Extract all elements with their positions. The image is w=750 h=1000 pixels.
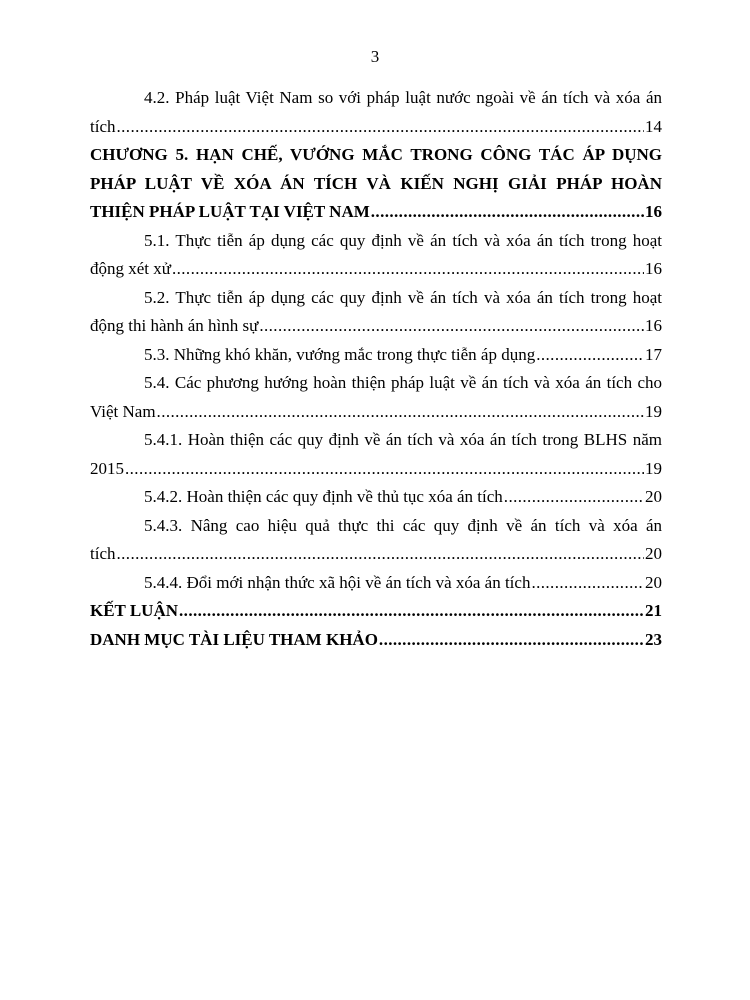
toc-entry-text-continued: động xét xử bbox=[90, 259, 171, 278]
toc-entry-text: 5.3. Những khó khăn, vướng mắc trong thực tiễn áp dụng bbox=[144, 344, 536, 364]
toc-entry-text-continued: Việt Nam bbox=[90, 401, 156, 421]
toc-entry-references[interactable] bbox=[90, 626, 662, 655]
dot-leader bbox=[379, 626, 644, 655]
toc-entry-text-continued: 2015 bbox=[90, 458, 124, 478]
toc-entry-text: 5.4.4. Đổi mới nhận thức xã hội về án tích và xóa án tích bbox=[144, 572, 531, 592]
toc-page-number: 21 bbox=[645, 601, 662, 620]
toc-page-number: 16 bbox=[645, 202, 662, 221]
toc-entry-5-4-2[interactable] bbox=[90, 483, 662, 512]
toc-entry-text: DANH MỤC TÀI LIỆU THAM KHẢO bbox=[90, 629, 378, 649]
toc-entry-5-4[interactable] bbox=[90, 369, 662, 426]
toc-entry-conclusion[interactable] bbox=[90, 597, 662, 626]
toc-entry-5-1[interactable] bbox=[90, 227, 662, 284]
toc-entry-chapter-5[interactable] bbox=[90, 141, 662, 227]
toc-page-number: 14 bbox=[645, 116, 662, 136]
toc-page-number: 20 bbox=[645, 487, 662, 506]
dot-leader bbox=[117, 113, 645, 142]
toc-entry-5-4-3[interactable] bbox=[90, 512, 662, 569]
toc-entry-text-continued: tích bbox=[90, 116, 116, 136]
toc-entry-text: 5.2. Thực tiễn áp dụng các quy định về án tích và xóa án tích trong hoạt bbox=[144, 287, 662, 307]
dot-leader bbox=[531, 569, 644, 598]
dot-leader bbox=[125, 455, 644, 484]
toc-entry-text: CHƯƠNG 5. HẠN CHẾ, VƯỚNG MẮC TRONG CÔNG TÁC ÁP DỤNG bbox=[90, 145, 662, 164]
toc-entry-text: 5.4. Các phương hướng hoàn thiện pháp luật về án tích và xóa án tích cho bbox=[144, 373, 662, 392]
toc-page-number: 17 bbox=[645, 344, 662, 364]
toc-entry-5-4-4[interactable] bbox=[90, 569, 662, 598]
toc-entry-text-continued: tích bbox=[90, 544, 116, 563]
toc-page-number: 16 bbox=[645, 316, 662, 335]
toc-page-number: 16 bbox=[645, 259, 662, 278]
dot-leader bbox=[536, 341, 644, 370]
toc-page-number: 19 bbox=[645, 458, 662, 478]
toc-page-number: 19 bbox=[645, 401, 662, 421]
dot-leader bbox=[371, 198, 644, 227]
dot-leader bbox=[117, 540, 645, 569]
toc-entry-4-2[interactable] bbox=[90, 84, 662, 141]
dot-leader bbox=[172, 255, 644, 284]
toc-entry-text: 5.4.3. Nâng cao hiệu quả thực thi các quy định về án tích và xóa án bbox=[144, 515, 662, 535]
toc-page-number: 23 bbox=[645, 629, 662, 649]
toc-entry-text: KẾT LUẬN bbox=[90, 601, 179, 620]
toc-entry-5-4-1[interactable] bbox=[90, 426, 662, 483]
toc-page-number: 20 bbox=[645, 544, 662, 563]
dot-leader bbox=[504, 483, 644, 512]
dot-leader bbox=[179, 597, 644, 626]
page-number: 3 bbox=[370, 47, 380, 66]
toc-page-number: 20 bbox=[645, 572, 662, 592]
toc-entry-text: 5.4.1. Hoàn thiện các quy định về án tích và xóa án tích trong BLHS năm bbox=[144, 430, 662, 449]
dot-leader bbox=[157, 398, 644, 427]
toc-entry-text-continued: động thi hành án hình sự bbox=[90, 316, 259, 335]
toc-entry-text: 5.1. Thực tiễn áp dụng các quy định về án tích và xóa án tích trong hoạt bbox=[144, 230, 662, 250]
toc-entry-text: 5.4.2. Hoàn thiện các quy định về thủ tục xóa án tích bbox=[144, 487, 503, 506]
toc-entry-5-3[interactable] bbox=[90, 341, 662, 370]
table-of-contents bbox=[90, 84, 662, 654]
toc-entry-text-continued: PHÁP LUẬT VỀ XÓA ÁN TÍCH VÀ KIẾN NGHỊ GIẢI PHÁP HOÀN bbox=[90, 173, 662, 193]
toc-entry-text: 4.2. Pháp luật Việt Nam so với pháp luật nước ngoài về án tích và xóa án bbox=[144, 88, 662, 107]
toc-entry-text-continued: THIỆN PHÁP LUẬT TẠI VIỆT NAM bbox=[90, 202, 370, 221]
toc-entry-5-2[interactable] bbox=[90, 284, 662, 341]
dot-leader bbox=[259, 312, 644, 341]
